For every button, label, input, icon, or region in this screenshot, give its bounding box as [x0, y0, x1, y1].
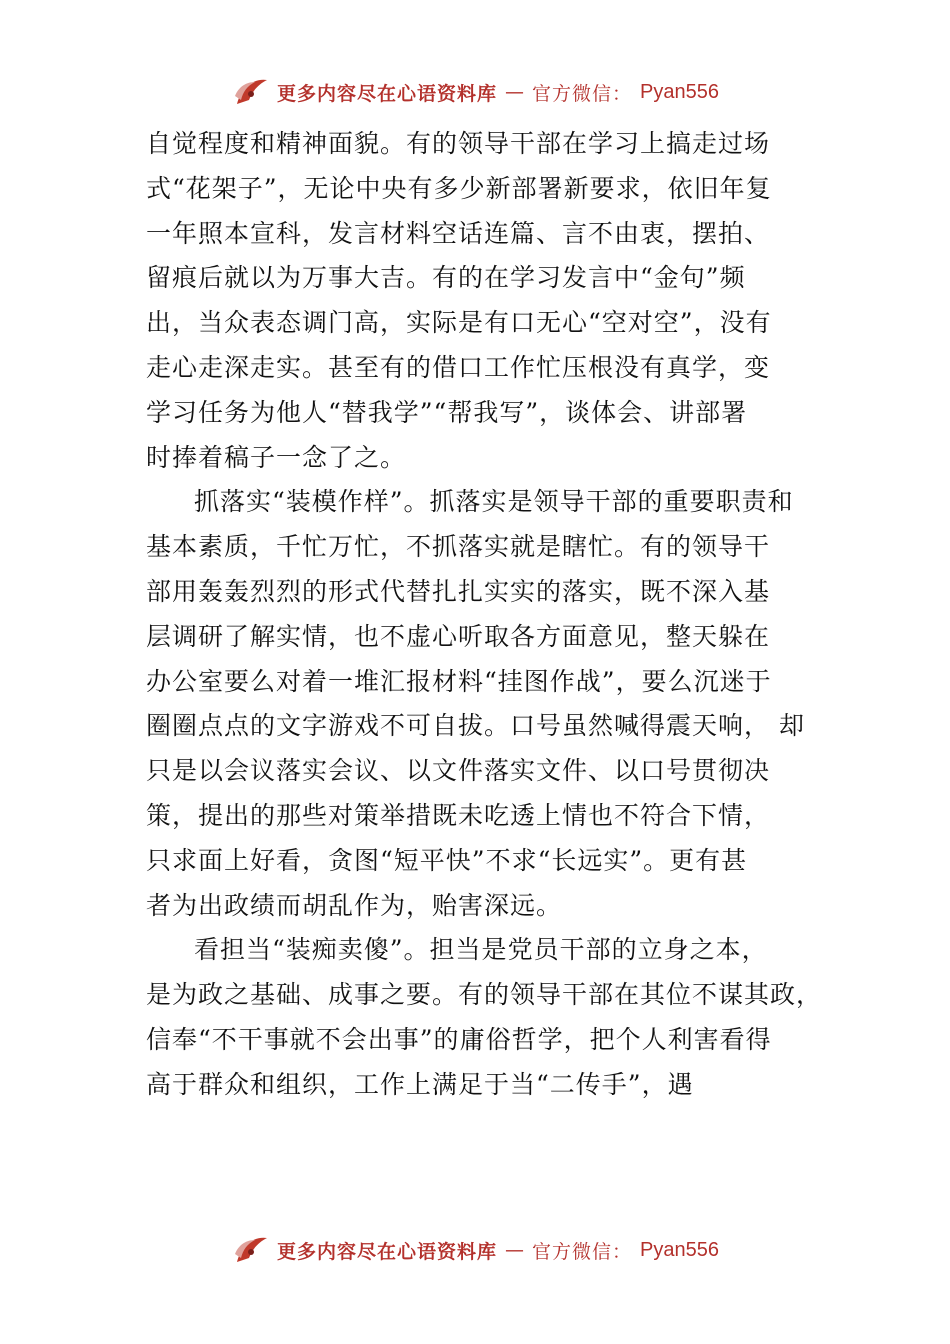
banner-wechat-label: 官方微信：	[532, 1240, 633, 1263]
paragraph-start-line: 抓落实“装模作样”。抓落实是领导干部的重要职责和	[194, 487, 794, 517]
header-banner	[0, 74, 950, 110]
text-line: 学习任务为他人“替我学”“帮我写”，谈体会、讲部署	[146, 397, 748, 427]
text-line: 是为政之基础、成事之要。有的领导干部在其位不谋其政，	[146, 980, 823, 1010]
text-line: 策，提出的那些对策举措既未吃透上情也不符合下情，	[146, 800, 771, 830]
banner-title: 更多内容尽在心语资料库	[277, 1240, 498, 1263]
logo-icon	[231, 74, 271, 110]
text-line: 走心走深走实。甚至有的借口工作忙压根没有真学，变	[146, 352, 771, 382]
text-line: 出，当众表态调门高，实际是有口无心“空对空”，没有	[146, 308, 772, 338]
text-line: 基本素质，千忙万忙，不抓落实就是瞎忙。有的领导干	[146, 532, 771, 562]
text-line: 只求面上好看，贪图“短平快”不求“长远实”。更有甚	[146, 845, 748, 875]
banner-dash: —	[505, 1239, 525, 1261]
text-line: 信奉“不干事就不会出事”的庸俗哲学，把个人利害看得	[146, 1024, 772, 1054]
text-line: 留痕后就以为万事大吉。有的在学习发言中“金句”频	[146, 263, 746, 293]
banner-wechat-label: 官方微信：	[532, 82, 633, 105]
footer-banner	[0, 1232, 950, 1268]
text-line: 时捧着稿子一念了之。	[146, 442, 407, 472]
text-line: 部用轰轰烈烈的形式代替扎扎实实的落实，既不深入基	[146, 576, 771, 606]
banner-title: 更多内容尽在心语资料库	[277, 82, 498, 105]
text-line: 式“花架子”，无论中央有多少新部署新要求，依旧年复	[146, 173, 772, 203]
paragraph-start-line: 看担当“装痴卖傻”。担当是党员干部的立身之本，	[194, 935, 768, 965]
document-body	[146, 122, 826, 1108]
text-line: 一年照本宣科，发言材料空话连篇、言不由衷，摆拍、	[146, 218, 771, 248]
text-line: 只是以会议落实会议、以文件落实文件、以口号贯彻决	[146, 756, 771, 786]
banner-wechat-id: Pyan556	[640, 80, 719, 103]
text-line: 圈圈点点的文字游戏不可自拔。口号虽然喊得震天响， 却	[146, 711, 805, 741]
text-line: 高于群众和组织，工作上满足于当“二传手”，遇	[146, 1069, 694, 1099]
banner-dash: —	[505, 81, 525, 103]
text-line: 层调研了解实情，也不虚心听取各方面意见，整天躲在	[146, 621, 771, 651]
text-line: 办公室要么对着一堆汇报材料“挂图作战”，要么沉迷于	[146, 666, 772, 696]
banner-wechat-id: Pyan556	[640, 1238, 719, 1261]
text-line: 者为出政绩而胡乱作为，贻害深远。	[146, 890, 563, 920]
logo-icon	[231, 1232, 271, 1268]
text-line: 自觉程度和精神面貌。有的领导干部在学习上搞走过场	[146, 129, 771, 158]
